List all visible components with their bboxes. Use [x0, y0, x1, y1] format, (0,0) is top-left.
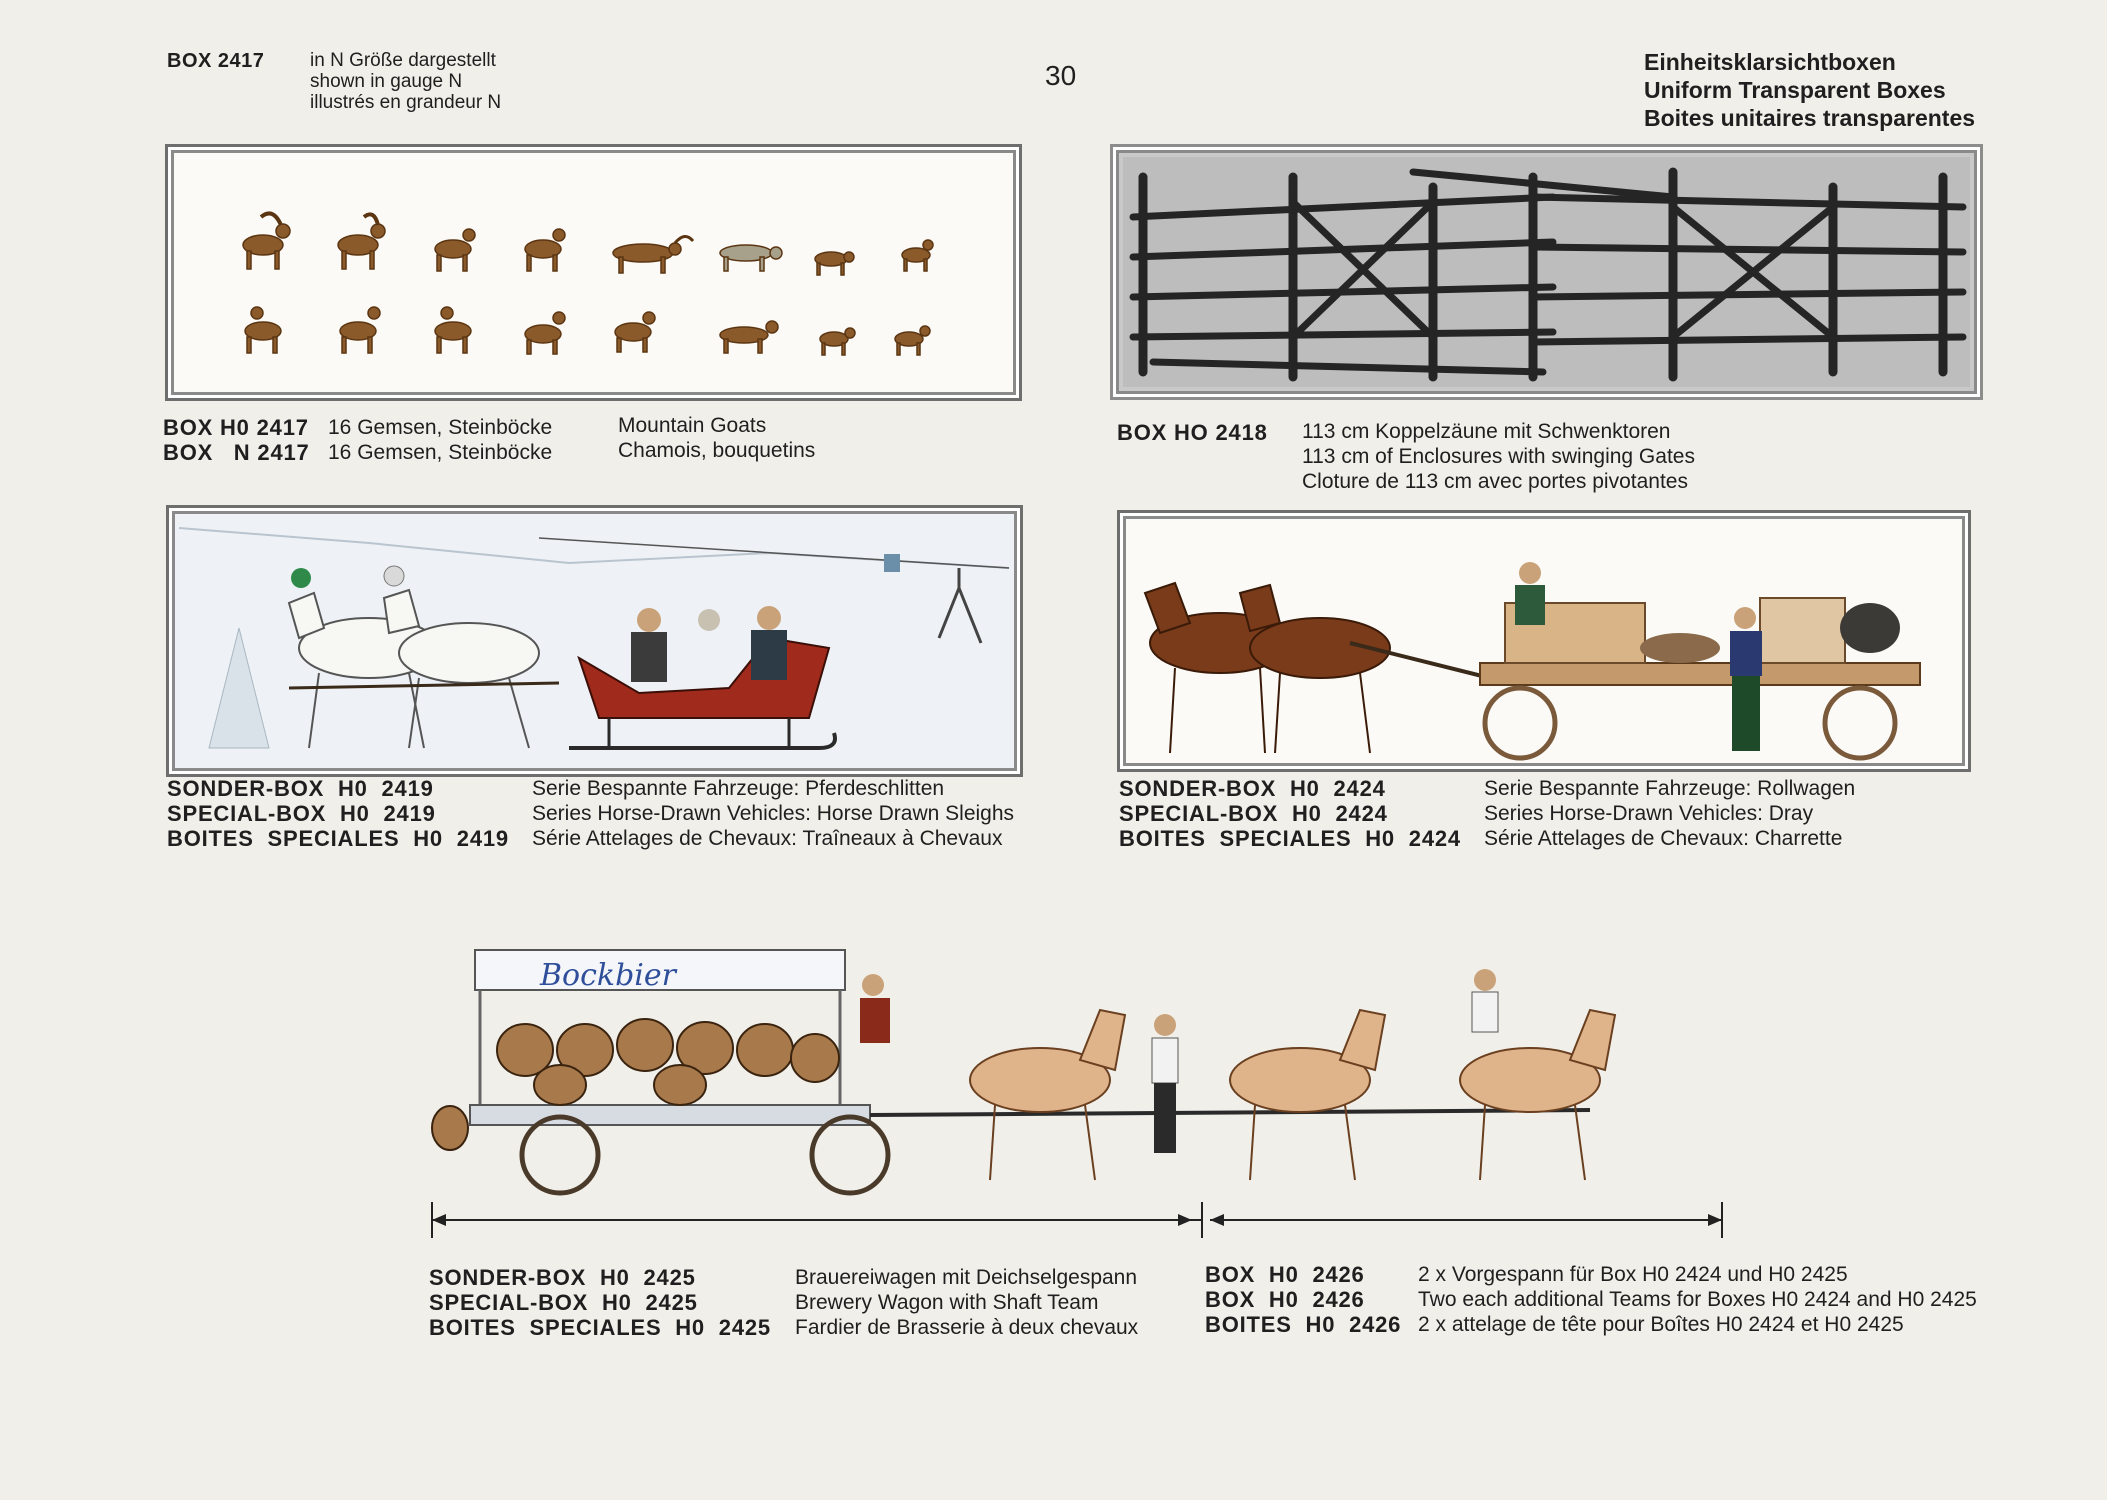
goat-figure — [613, 236, 693, 273]
goat-figure — [245, 307, 281, 353]
sleigh-code-en: SPECIAL-BOX H0 2419 — [167, 801, 436, 826]
fence-desc-de: 113 cm Koppelzäune mit Schwenktoren — [1302, 420, 1671, 443]
goats-german — [328, 415, 552, 465]
dray-description — [1484, 776, 1855, 851]
page-title — [1644, 48, 1975, 132]
title-de: Einheitsklarsichtboxen — [1644, 49, 1896, 75]
fence-box-image — [1110, 144, 1983, 400]
goat-figure — [338, 214, 385, 269]
teams-desc-en: Two each additional Teams for Boxes H0 2424 and H0 2425 — [1418, 1288, 1977, 1311]
goat-figure — [815, 252, 854, 275]
goats-translations — [618, 413, 815, 463]
goat-figure — [902, 240, 933, 271]
teams-codes — [1205, 1262, 1401, 1337]
sleigh-desc-fr: Série Attelages de Chevaux: Traîneaux à Chevaux — [532, 827, 1003, 850]
goats-translation-en: Mountain Goats — [618, 414, 767, 437]
sleigh-illustration — [169, 508, 1020, 774]
page-number: 30 — [1045, 60, 1077, 91]
fence-illustration — [1113, 147, 1980, 397]
dray-illustration — [1120, 513, 1968, 769]
dray-desc-en: Series Horse-Drawn Vehicles: Dray — [1484, 802, 1814, 825]
goat-figure — [435, 229, 475, 271]
teams-desc-de: 2 x Vorgespann für Box H0 2424 und H0 2425 — [1418, 1263, 1848, 1286]
goat-figure — [340, 307, 380, 353]
title-fr: Boites unitaires transparentes — [1644, 105, 1976, 131]
box-2417-code: BOX 2417 — [167, 50, 265, 72]
dray-desc-de: Serie Bespannte Fahrzeuge: Rollwagen — [1484, 777, 1856, 800]
goats-illustration — [168, 147, 1019, 398]
teams-code-de: BOX H0 2426 — [1205, 1262, 1365, 1287]
goat-figure — [720, 245, 782, 271]
teams-description — [1418, 1262, 1977, 1337]
brewery-desc-fr: Fardier de Brasserie à deux chevaux — [795, 1316, 1139, 1339]
teams-code-fr: BOITES H0 2426 — [1205, 1312, 1402, 1337]
teams-desc-fr: 2 x attelage de tête pour Boîtes H0 2424 et H0 2425 — [1418, 1313, 1904, 1336]
brewery-code-de: SONDER-BOX H0 2425 — [429, 1265, 696, 1290]
goats-codes — [163, 415, 310, 465]
gauge-note — [310, 50, 501, 113]
goat-figure — [820, 328, 855, 355]
goats-german-line: 16 Gemsen, Steinböcke — [328, 416, 553, 439]
sleigh-code-fr: BOITES SPECIALES H0 2419 — [167, 826, 509, 851]
goat-figure — [435, 307, 471, 353]
dray-code-de: SONDER-BOX H0 2424 — [1119, 776, 1386, 801]
fence-desc-fr: Cloture de 113 cm avec portes pivotantes — [1302, 470, 1688, 493]
goat-figure — [243, 213, 290, 269]
brewery-codes — [429, 1265, 771, 1340]
goats-german-line: 16 Gemsen, Steinböcke — [328, 441, 553, 464]
brewery-code-fr: BOITES SPECIALES H0 2425 — [429, 1315, 771, 1340]
title-en: Uniform Transparent Boxes — [1644, 77, 1946, 103]
goats-translation-fr: Chamois, bouquetins — [618, 439, 816, 462]
dray-code-fr: BOITES SPECIALES H0 2424 — [1119, 826, 1461, 851]
goat-figure — [525, 229, 565, 271]
brewery-desc-de: Brauereiwagen mit Deichselgespann — [795, 1266, 1138, 1289]
sleigh-desc-en: Series Horse-Drawn Vehicles: Horse Drawn Sleighs — [532, 802, 1015, 825]
sleigh-description — [532, 776, 1014, 851]
sleigh-codes — [167, 776, 509, 851]
dray-code-en: SPECIAL-BOX H0 2424 — [1119, 801, 1388, 826]
dray-codes — [1119, 776, 1461, 851]
teams-code-en: BOX H0 2426 — [1205, 1287, 1365, 1312]
goat-figure — [525, 312, 565, 354]
gauge-note-en: shown in gauge N — [310, 71, 463, 92]
gauge-note-de: in N Größe dargestellt — [310, 50, 496, 71]
fence-code: BOX HO 2418 — [1117, 420, 1268, 445]
dray-desc-fr: Série Attelages de Chevaux: Charrette — [1484, 827, 1843, 850]
goat-figure — [895, 326, 930, 355]
goats-code-n: BOX N 2417 — [163, 440, 310, 465]
fence-description — [1302, 419, 1695, 494]
brewery-code-en: SPECIAL-BOX H0 2425 — [429, 1290, 698, 1315]
brewery-desc-en: Brewery Wagon with Shaft Team — [795, 1291, 1099, 1314]
goats-code-h0: BOX H0 2417 — [163, 415, 309, 440]
sleigh-desc-de: Serie Bespannte Fahrzeuge: Pferdeschlitten — [532, 777, 945, 800]
goats-box-image — [165, 144, 1022, 401]
gauge-note-fr: illustrés en grandeur N — [310, 92, 502, 113]
brewery-description — [795, 1265, 1138, 1340]
sleigh-code-de: SONDER-BOX H0 2419 — [167, 776, 434, 801]
goat-figure — [720, 321, 778, 353]
dray-box-image — [1117, 510, 1971, 772]
wagon-sign: Bockbier — [540, 958, 676, 993]
sleigh-box-image — [166, 505, 1023, 777]
fence-desc-en: 113 cm of Enclosures with swinging Gates — [1302, 445, 1695, 468]
goat-figure — [615, 312, 655, 352]
